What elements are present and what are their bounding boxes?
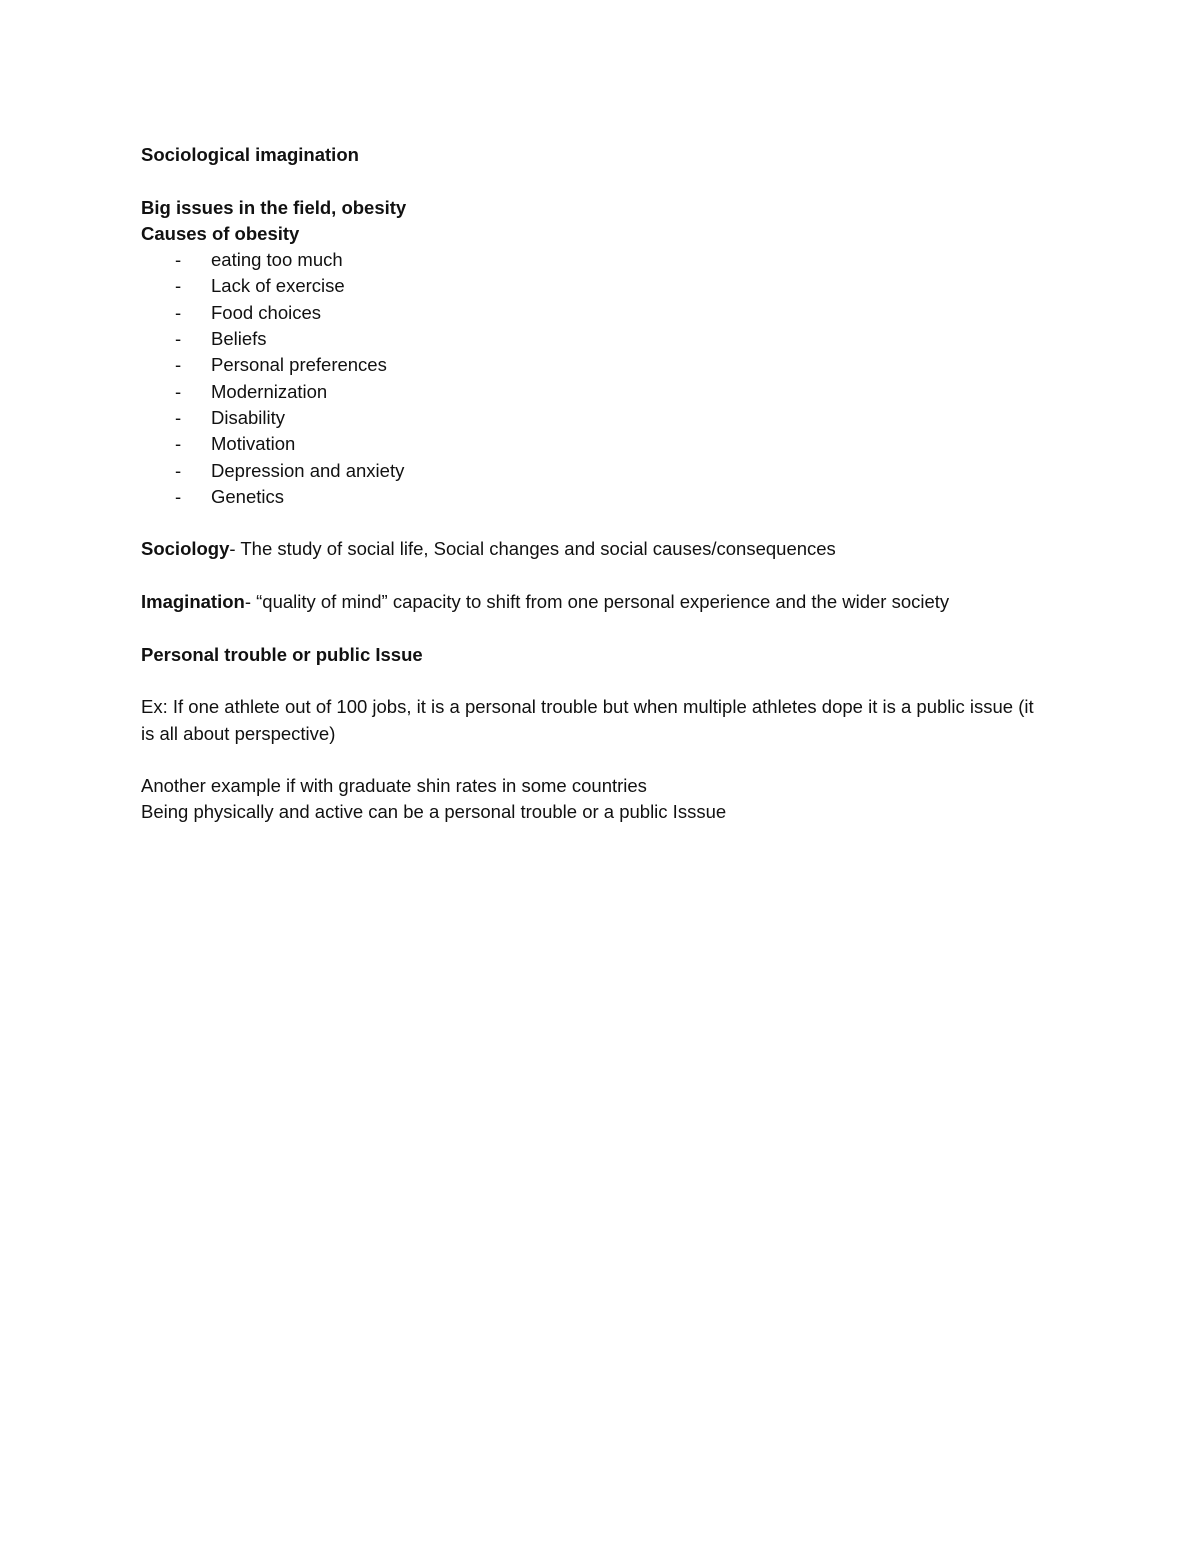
bullet-dash: - [175,249,182,271]
imagination-term: Imagination [141,591,245,613]
list-item [141,484,1061,510]
document-title: Sociological imagination [141,144,359,165]
list-item [141,326,1061,352]
sociology-definition [141,536,1061,562]
list-item-text: eating too much [211,249,343,271]
sociology-term: Sociology [141,538,230,560]
causes-heading: Causes of obesity [141,222,300,244]
another-example-line: Another example if with graduate shin rates in some countries [141,775,647,797]
bullet-dash: - [175,485,182,507]
list-item-text: Depression and anxiety [211,459,405,481]
spacer [141,747,1061,773]
list-item-text: Disability [211,406,286,428]
imagination-def-text: - “quality of mind” capacity to shift from one personal experience and the wider society [244,591,950,613]
bullet-dash: - [175,406,182,428]
list-item [141,300,1061,326]
section-heading-obesity: Big issues in the field, obesity [141,196,407,218]
list-item [141,458,1061,484]
list-item [141,405,1061,431]
spacer [141,615,1061,641]
example-paragraph: Ex: If one athlete out of 100 jobs, it is a personal trouble but when multiple athletes dope it is a public issue (it is all about perspective) [141,696,1034,744]
spacer [141,168,1061,194]
document-body [141,142,1061,826]
bullet-dash: - [175,433,182,455]
list-item-text: Beliefs [211,328,267,350]
spacer [141,563,1061,589]
sociology-def-text: - The study of social life, Social changes and social causes/consequences [229,538,836,560]
imagination-definition [141,589,1061,615]
personal-trouble-heading: Personal trouble or public Issue [141,643,423,665]
list-item [141,352,1061,378]
list-item-text: Motivation [211,433,296,455]
spacer [141,510,1061,536]
spacer [141,668,1061,694]
list-item-text: Lack of exercise [211,275,345,297]
bullet-dash: - [175,275,182,297]
bullet-dash: - [175,328,182,350]
list-item-text: Genetics [211,485,285,507]
causes-list [141,247,1061,510]
bullet-dash: - [175,301,182,323]
bullet-dash: - [175,459,182,481]
list-item-text: Personal preferences [211,354,387,376]
list-item-text: Modernization [211,380,328,402]
bullet-dash: - [175,380,182,402]
list-item [141,431,1061,457]
list-item-text: Food choices [211,301,322,323]
list-item [141,379,1061,405]
bullet-dash: - [175,354,182,376]
list-item [141,247,1061,273]
physical-activity-line: Being physically and active can be a personal trouble or a public Isssue [141,801,727,823]
list-item [141,273,1061,299]
